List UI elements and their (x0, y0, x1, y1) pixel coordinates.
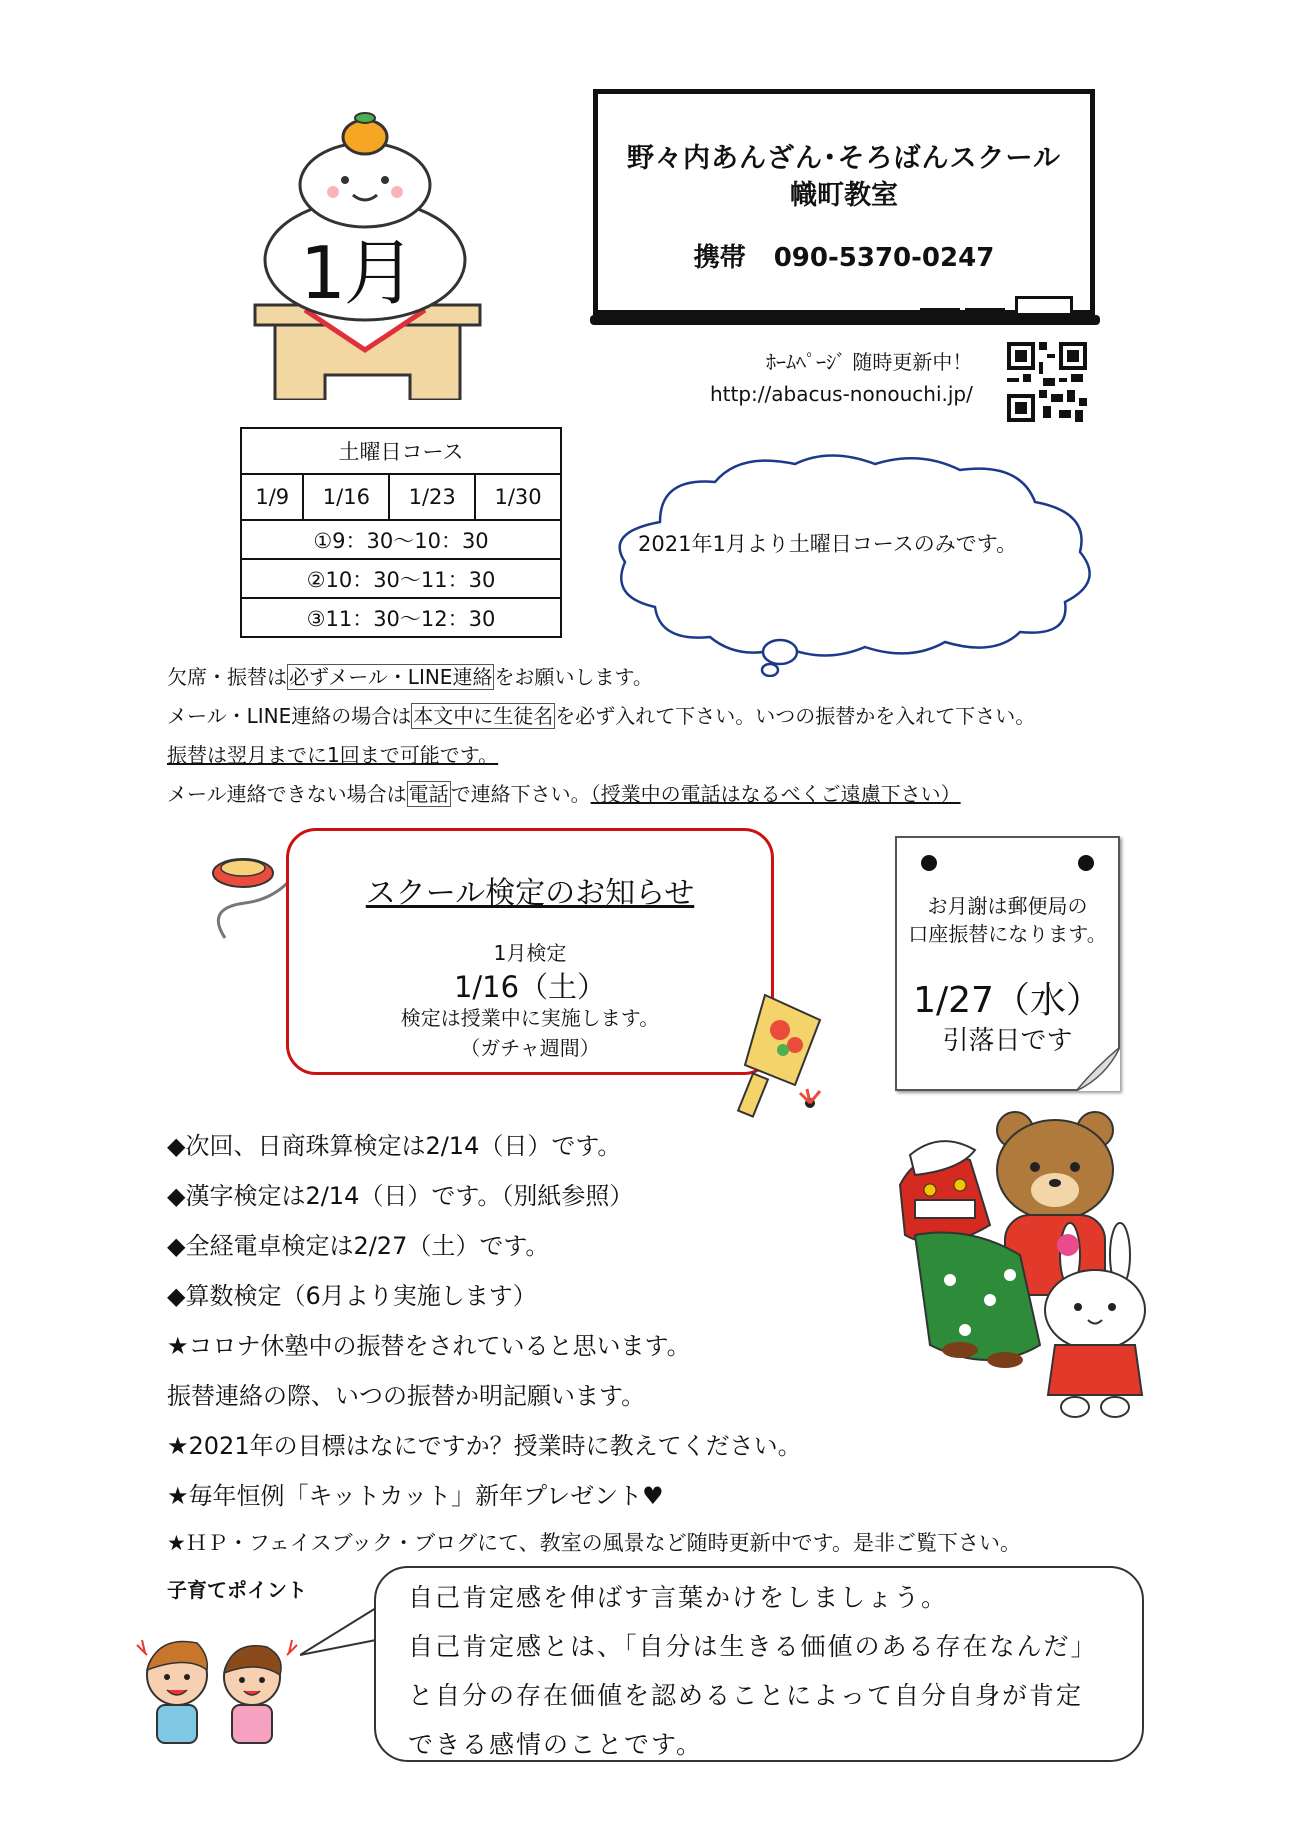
info-item: ◆算数検定（6月より実施します） (167, 1282, 537, 1310)
thought-cloud (600, 452, 1110, 677)
note-text: をお願いします。 (494, 665, 653, 689)
branch-name: 幟町教室 (790, 180, 898, 211)
note-boxed-text: 本文中に生徒名 (413, 704, 554, 728)
note-boxed-text: 電話 (408, 782, 449, 806)
kentei-title: スクール検定のお知らせ (365, 876, 695, 911)
school-name: 野々内あんざん･そろばんスクール (627, 143, 1061, 174)
kentei-note: 検定は授業中に実施します。 (400, 1006, 660, 1030)
note-text: メール・LINE連絡の場合は (167, 704, 412, 728)
info-item: ★毎年恒例「キットカット」新年プレゼント♥ (167, 1482, 664, 1510)
payment-line-1: お月謝は郵便局の (927, 894, 1088, 918)
note-line-2 (167, 700, 1035, 729)
pin-icon (921, 855, 937, 871)
schedule-table (240, 427, 562, 638)
note-boxed-text: 必ずメール・LINE連絡 (289, 665, 493, 689)
hagoita-paddle-illustration (725, 985, 835, 1125)
chalk-piece-2 (965, 308, 1005, 316)
kentei-subtitle: 1月検定 (493, 941, 567, 965)
bubble-tail (300, 1600, 380, 1660)
schedule-date: 1/30 (475, 474, 561, 520)
note-underlined-text: （授業中の電話はなるべくご遠慮下さい） (590, 782, 961, 806)
schedule-slot: ③11：30～12：30 (241, 598, 561, 637)
note-text: を必ず入れて下さい。いつの振替かを入れて下さい。 (555, 704, 1036, 728)
phone-label: 携帯 (693, 243, 746, 273)
note-text: で連絡下さい。 (450, 782, 591, 806)
note-text: メール連絡できない場合は (167, 782, 407, 806)
lion-dance-animals-illustration (880, 1105, 1170, 1425)
info-item: ◆漢字検定は2/14（日）です。（別紙参照） (167, 1182, 634, 1210)
cloud-text: 2021年1月より土曜日コースのみです。 (638, 532, 1018, 556)
info-item: ◆全経電卓検定は2/27（土）です。 (167, 1232, 550, 1260)
parenting-point-label: 子育てポイント (167, 1578, 307, 1602)
homepage-url[interactable]: http://abacus-nonouchi.jp/ (710, 382, 973, 406)
note-line-3: 振替は翌月までに1回まで可能です。 (167, 743, 499, 767)
schedule-slot: ②10：30～11：30 (241, 559, 561, 598)
parenting-point-line: できる感情のことです。 (408, 1730, 704, 1759)
info-item: ★2021年の目標はなにですか？授業時に教えてください。 (167, 1432, 802, 1460)
phone-line (593, 237, 1095, 274)
note-line-1 (167, 661, 653, 690)
note-line-4 (167, 778, 961, 807)
schedule-title: 土曜日コース (241, 428, 561, 474)
schedule-date: 1/9 (241, 474, 303, 520)
board-ledge (590, 315, 1100, 325)
schedule-date: 1/16 (303, 474, 389, 520)
children-illustration (127, 1625, 307, 1745)
info-item: ◆次回、日商珠算検定は2/14（日）です。 (167, 1132, 622, 1160)
parenting-point-line: 自己肯定感とは、「自分は生きる価値のある存在なんだ」 (408, 1632, 1098, 1661)
payment-label: 引落日です (942, 1026, 1073, 1056)
pin-icon (1078, 855, 1094, 871)
info-item: ★ＨＰ・フェイスブック・ブログにて、教室の風景など随時更新中です。是非ご覧下さい。 (167, 1531, 1021, 1555)
page-curl-corner (1076, 1047, 1120, 1091)
payment-line-2: 口座振替になります。 (908, 922, 1107, 946)
note-text: 欠席・振替は (167, 665, 287, 689)
parenting-point-line: 自己肯定感を伸ばす言葉かけをしましょう。 (408, 1583, 949, 1612)
kentei-date: 1/16（土） (453, 970, 607, 1004)
kentei-note-2: （ガチャ週間） (460, 1036, 600, 1060)
chalk-piece (920, 308, 960, 316)
schedule-slot: ①9：30～10：30 (241, 520, 561, 559)
parenting-point-line: と自分の存在価値を認めることによって自分自身が肯定 (408, 1681, 1084, 1710)
info-item: 振替連絡の際、いつの振替か明記願います。 (167, 1382, 646, 1410)
homepage-note: ﾎｰﾑﾍﾟｰｼﾞ 随時更新中！ (766, 350, 973, 374)
month-badge: 1月 (300, 231, 414, 315)
chalk-eraser (1015, 296, 1073, 316)
qr-code-icon[interactable] (1007, 342, 1087, 422)
phone-number: 090-5370-0247 (773, 243, 995, 273)
schedule-date: 1/23 (389, 474, 475, 520)
info-item: ★コロナ休塾中の振替をされていると思います。 (167, 1332, 691, 1360)
payment-date: 1/27（水） (913, 980, 1102, 1021)
